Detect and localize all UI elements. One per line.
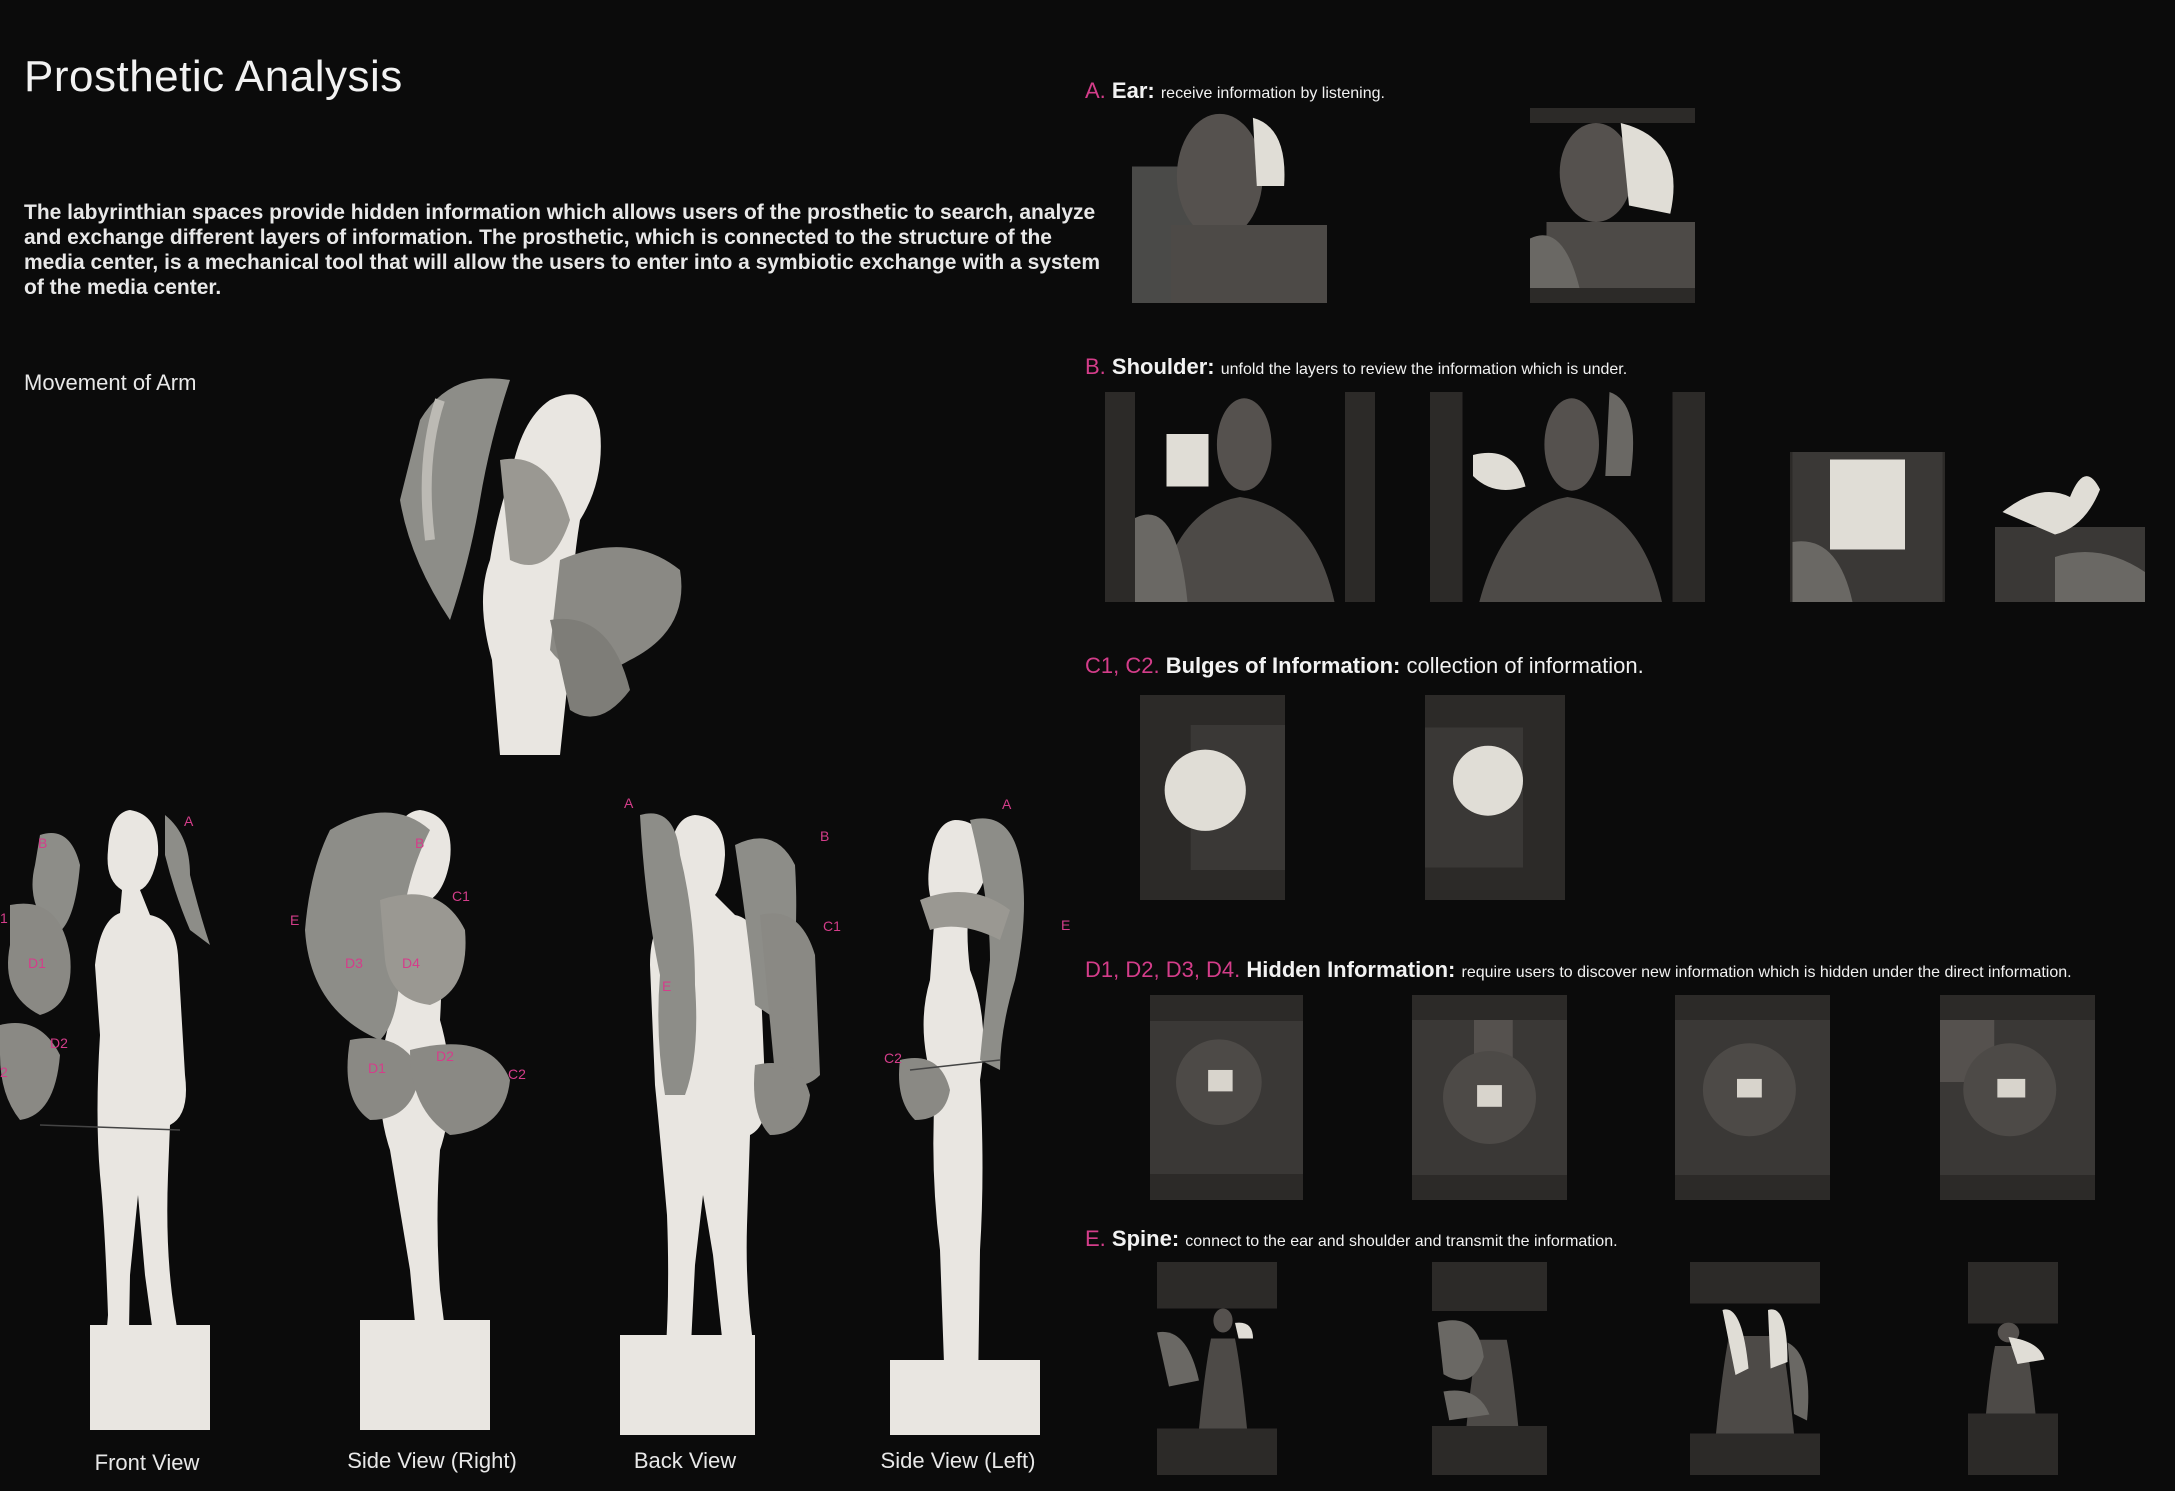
spine-photo-4 (1968, 1262, 2058, 1475)
hidden-photo-4 (1940, 995, 2095, 1200)
shoulder-photo-4 (1995, 452, 2145, 602)
intro-paragraph: The labyrinthian spaces provide hidden information which allows users of the prosthetic to search, analyze and exchange different layers of information. The prosthetic, which is connected to the structure of the media center, is a mechanical tool that will allow the users to enter into a symbiotic exchange with a system of the media center. (24, 201, 1100, 299)
pin-side-left-a: A (1002, 796, 1012, 812)
pin-side-left-e: E (1061, 917, 1071, 933)
ear-photo-2 (1530, 108, 1695, 303)
pin-side-right-c1: C1 (452, 888, 470, 904)
front-view-figure (0, 795, 230, 1445)
section-code: D1, D2, D3, D4. (1085, 957, 1241, 982)
back-view-figure (585, 795, 855, 1445)
bulge-photo-1 (1140, 695, 1285, 900)
pin-front-2: 2 (0, 1064, 8, 1080)
section-name: Hidden Information: (1246, 957, 1456, 982)
pin-front-a: A (184, 813, 194, 829)
section-desc: collection of information. (1406, 653, 1644, 678)
arm-movement-photo (380, 360, 700, 755)
section-ear-heading (1085, 78, 1385, 104)
pin-back-a: A (624, 795, 634, 811)
section-desc: connect to the ear and shoulder and transmit the information. (1185, 1233, 1618, 1250)
pin-front-d1: D1 (28, 955, 46, 971)
pin-side-right-c2: C2 (508, 1066, 526, 1082)
spine-photo-3 (1690, 1262, 1820, 1475)
section-shoulder-heading (1085, 354, 1627, 380)
ear-photo-1 (1132, 108, 1327, 303)
pin-side-right-d2: D2 (436, 1048, 454, 1064)
hidden-photo-3 (1675, 995, 1830, 1200)
pin-side-left-c2: C2 (884, 1050, 902, 1066)
section-desc: receive information by listening. (1160, 85, 1385, 102)
pin-side-right-b: B (415, 835, 425, 851)
shoulder-photo-1 (1105, 392, 1375, 602)
section-bulges-heading (1085, 653, 1644, 679)
section-code: B. (1085, 354, 1106, 379)
side-view-right-label: Side View (Right) (347, 1448, 517, 1473)
shoulder-photo-2 (1430, 392, 1705, 602)
side-view-left-label: Side View (Left) (880, 1448, 1036, 1473)
pin-side-right-d1: D1 (368, 1060, 386, 1076)
pin-side-right-d4: D4 (402, 955, 420, 971)
section-name: Bulges of Information: (1165, 653, 1401, 678)
spine-photo-1 (1157, 1262, 1277, 1475)
pin-back-b: B (820, 828, 830, 844)
section-name: Ear: (1111, 78, 1155, 103)
section-name: Spine: (1111, 1226, 1180, 1251)
pin-back-e: E (662, 978, 672, 994)
front-view-label: Front View (94, 1450, 200, 1475)
side-view-right-figure (290, 790, 550, 1445)
section-code: E. (1085, 1226, 1106, 1251)
hidden-photo-2 (1412, 995, 1567, 1200)
shoulder-photo-3 (1790, 452, 1945, 602)
section-code: C1, C2. (1085, 653, 1160, 678)
pin-front-1: 1 (0, 910, 8, 926)
pin-side-right-e: E (290, 912, 300, 928)
back-view-label: Back View (633, 1448, 737, 1473)
pin-front-b: B (38, 835, 48, 851)
section-hidden-heading (1085, 957, 2072, 983)
spine-photo-2 (1432, 1262, 1547, 1475)
section-code: A. (1085, 78, 1106, 103)
hidden-photo-1 (1150, 995, 1303, 1200)
side-view-left-figure (860, 790, 1090, 1445)
section-desc: require users to discover new information which is hidden under the direct information. (1461, 964, 2072, 981)
bulge-photo-2 (1425, 695, 1565, 900)
page-title: Prosthetic Analysis (24, 52, 403, 101)
section-spine-heading (1085, 1226, 1618, 1252)
pin-side-right-d3: D3 (345, 955, 363, 971)
section-name: Shoulder: (1111, 354, 1215, 379)
arm-movement-heading: Movement of Arm (24, 370, 197, 395)
section-desc: unfold the layers to review the information which is under. (1220, 361, 1628, 378)
pin-front-d2: D2 (50, 1035, 68, 1051)
pin-back-c1: C1 (823, 918, 841, 934)
